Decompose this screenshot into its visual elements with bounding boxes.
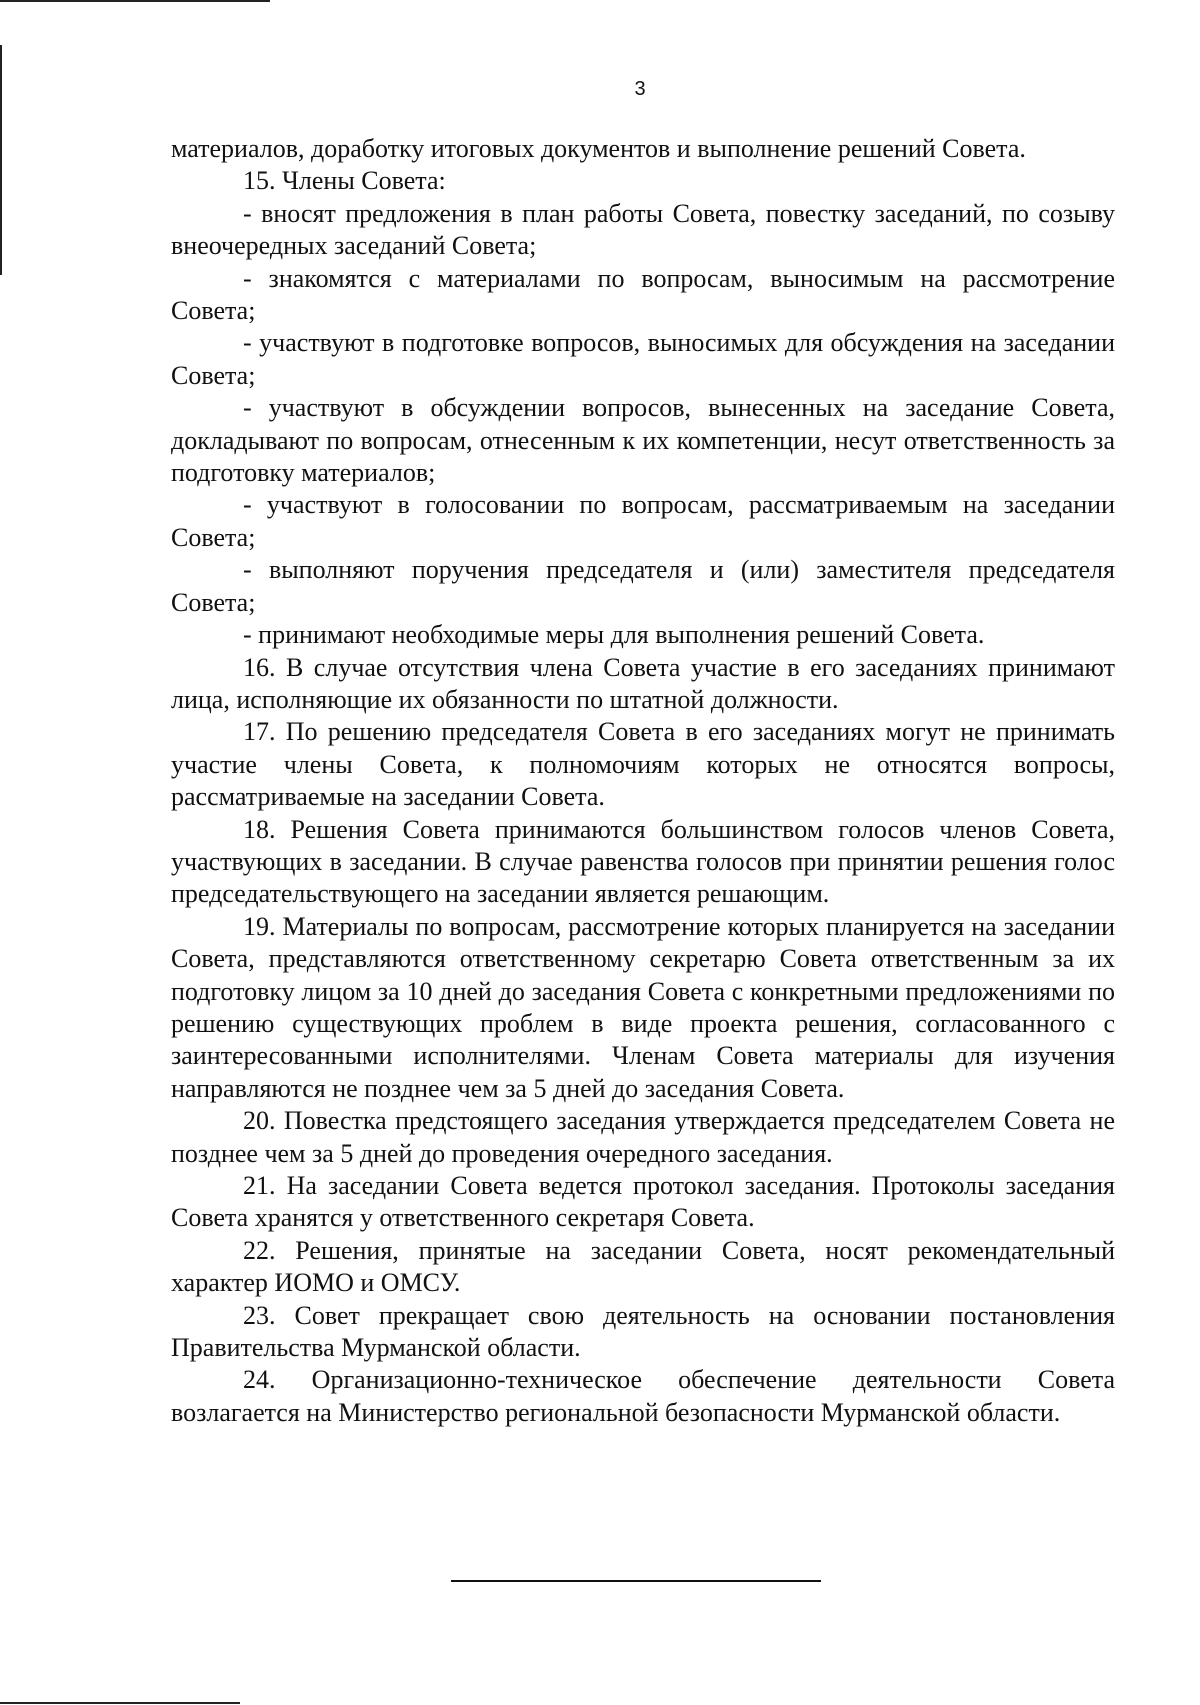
- paragraph-item-15: 15. Члены Совета:: [243, 166, 446, 196]
- paragraph-item-22: 22. Решения, принятые на заседании Совета, носят рекомендательный характер ИОМО и ОМСУ.: [171, 1235, 1115, 1298]
- end-of-text-rule: [451, 1580, 821, 1582]
- scan-edge-mark-bottom: [0, 1702, 240, 1704]
- paragraph-item-17: 17. По решению председателя Совета в его заседаниях могут не принимать участие члены Совета, к полномочиям которых не относятся вопросы, рассматриваемые на заседании Совета.: [171, 717, 1115, 812]
- paragraph-item-15-6: - выполняют поручения председателя и (или) заместителя председателя Совета;: [171, 555, 1115, 617]
- paragraph-item-15-3: - участвуют в подготовке вопросов, выносимых для обсуждения на заседании Совета;: [171, 328, 1115, 390]
- paragraph-item-18: 18. Решения Совета принимаются большинством голосов членов Совета, участвующих в заседании. В случае равенства голосов при принятии решения голос председательствующего на заседании является решающим.: [171, 814, 1115, 909]
- paragraph-item-24: 24. Организационно-техническое обеспечение деятельности Совета возлагается на Министерство региональной безопасности Мурманской области.: [171, 1365, 1115, 1427]
- paragraph-continuation: материалов, доработку итоговых документов и выполнение решений Совета.: [171, 134, 1026, 163]
- scan-edge-mark-top: [0, 0, 270, 2]
- page-number: 3: [634, 78, 646, 100]
- paragraph-item-16: 16. В случае отсутствия члена Совета участие в его заседаниях принимают лица, исполняющие их обязанности по штатной должности.: [171, 652, 1115, 714]
- paragraph-item-15-2: - знакомятся с материалами по вопросам, выносимым на рассмотрение Совета;: [171, 263, 1115, 326]
- document-body: [171, 133, 1115, 1429]
- paragraph-item-15-7: - принимают необходимые меры для выполнения решений Совета.: [243, 620, 985, 650]
- paragraph-item-23: 23. Совет прекращает свою деятельность на основании постановления Правительства Мурманской области.: [171, 1300, 1115, 1363]
- paragraph-item-15-4: - участвуют в обсуждении вопросов, вынесенных на заседание Совета, докладывают по вопросам, отнесенным к их компетенции, несут ответственность за подготовку материалов;: [171, 393, 1115, 488]
- paragraph-item-21: 21. На заседании Совета ведется протокол заседания. Протоколы заседания Совета хранятся у ответственного секретаря Совета.: [171, 1171, 1115, 1233]
- paragraph-item-20: 20. Повестка предстоящего заседания утверждается председателем Совета не позднее чем за 5 дней до проведения очередного заседания.: [171, 1106, 1115, 1168]
- paragraph-item-15-1: - вносят предложения в план работы Совета, повестку заседаний, по созыву внеочередных заседаний Совета;: [171, 198, 1115, 261]
- paragraph-item-15-5: - участвуют в голосовании по вопросам, рассматриваемым на заседании Совета;: [171, 490, 1115, 552]
- paragraph-item-19: 19. Материалы по вопросам, рассмотрение которых планируется на заседании Совета, представляются ответственному секретарю Совета ответственным за их подготовку лицом за 10 дней до заседания Совета с конкретными предложениями по решению существующих проблем в виде проекта решения, согласованного с заинтересованными исполнителями. Членам Совета материалы для изучения направляются не позднее чем за 5 дней до заседания Совета.: [171, 911, 1115, 1103]
